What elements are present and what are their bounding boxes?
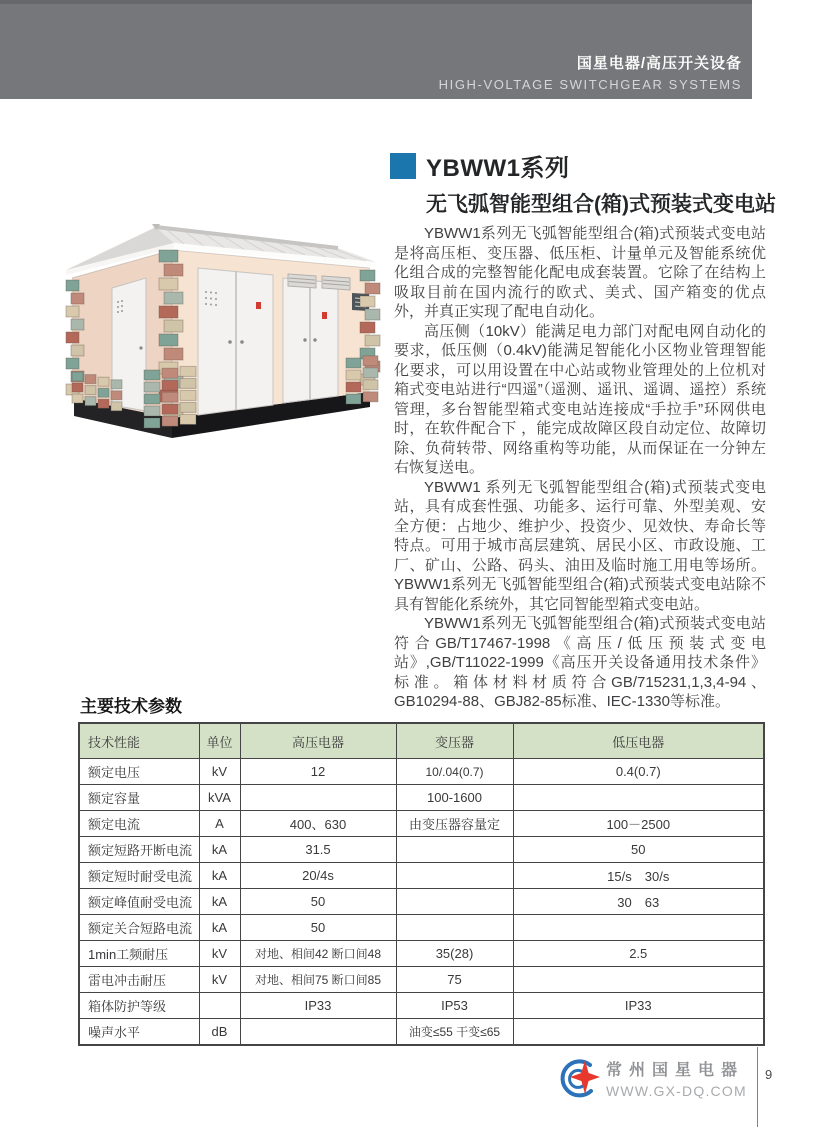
row-label: 额定电压 [79,759,199,785]
cell: 50 [513,837,764,863]
table-header-row [79,723,764,759]
intro-paragraph-4: YBWW1系列无飞弧智能型组合(箱)式预装式变电站符合GB/T17467-1998《高压/低压预装式变电站》,GB/T11022-1999《高压开关设备通用技术条件》标准。箱体材料材质符合GB/715231,1,3,4-94、GB10294-88、GBJ82-85标准、IEC-1330等标准。 [394,615,766,710]
cell: 31.5 [240,837,396,863]
row-label: 噪声水平 [79,1019,199,1046]
page-number: 9 [765,1067,773,1082]
cell: dB [199,1019,240,1046]
specs-table [78,722,765,1046]
cell: 30 63 [513,889,764,915]
cell: kA [199,863,240,889]
series-name: YBWW1系列 [426,155,570,182]
cell: kV [199,967,240,993]
cell: 50 [240,915,396,941]
cell: 75 [396,967,513,993]
series-marker-square [390,153,416,179]
row-label: 额定电流 [79,811,199,837]
cell [396,915,513,941]
column-header: 变压器 [396,723,513,759]
table-row [79,1019,764,1046]
substation-photo [60,220,382,462]
cell [396,889,513,915]
cell [240,1019,396,1046]
row-label: 箱体防护等级 [79,993,199,1019]
table-row [79,889,764,915]
substation-illustration [60,220,382,462]
table-row [79,811,764,837]
cell [396,837,513,863]
specs-heading: 主要技术参数 [80,697,182,716]
intro-paragraph-1: YBWW1系列无飞弧智能型组合(箱)式预装式变电站是将高压柜、变压器、低压柜、计量单元及智能系统优化组合成的完整智能化配电成套装置。它除了在结构上吸取目前在国内流行的欧式、美式、国产箱变的优点外，并真正实现了配电自动化。 [394,225,766,320]
intro-paragraph-3: YBWW1 系列无飞弧智能型组合(箱)式预装式变电站，具有成套性强、功能多、运行可靠、外型美观、安全方便：占地少、维护少、投资少、见效快、寿命长等特点。可用于城市高层建筑、居民小区、市政设施、工厂、矿山、公路、码头、油田及临时施工用电等场所。YBWW1系列无飞弧智能型组合(箱)式预装式变电站除不具有智能化系统外，其它同智能型箱式变电站。 [394,478,766,613]
cell: 油变≤55 干变≤65 [396,1019,513,1046]
table-row [79,915,764,941]
table-row [79,863,764,889]
cell [199,993,240,1019]
row-label: 1min工频耐压 [79,941,199,967]
cell: IP33 [513,993,764,1019]
company-website: WWW.GX-DQ.COM [606,1083,747,1099]
table-row [79,785,764,811]
cell [513,967,764,993]
cell: kV [199,941,240,967]
cell [396,863,513,889]
cell: 50 [240,889,396,915]
cell: IP33 [240,993,396,1019]
banner-title-cn: 国星电器/高压开关设备 [576,55,742,72]
cell [240,785,396,811]
cell: 35(28) [396,941,513,967]
cell: 0.4(0.7) [513,759,764,785]
column-header: 单位 [199,723,240,759]
cell: 15/s 30/s [513,863,764,889]
company-logo-icon [554,1054,602,1104]
cell: 对地、相间42 断口间48 [240,941,396,967]
cell [513,785,764,811]
cell: 100-1600 [396,785,513,811]
cell: kA [199,915,240,941]
row-label: 额定短路开断电流 [79,837,199,863]
cell: 100－2500 [513,811,764,837]
cell: kA [199,837,240,863]
cell: kV [199,759,240,785]
row-label: 额定关合短路电流 [79,915,199,941]
cell: 2.5 [513,941,764,967]
banner-text [439,52,742,92]
front-door-right [283,278,338,403]
cell [513,1019,764,1046]
cell: kVA [199,785,240,811]
page-banner [0,0,752,99]
cell: 由变压器容量定 [396,811,513,837]
company-name: 常州国星电器 [606,1062,745,1079]
series-description: 无飞弧智能型组合(箱)式预装式变电站 [426,193,776,216]
cell: IP53 [396,993,513,1019]
table-row [79,941,764,967]
front-door-left [198,268,273,415]
stone-trim-base-corner [144,366,196,428]
cell: 400、630 [240,811,396,837]
banner-title-en: HIGH-VOLTAGE SWITCHGEAR SYSTEMS [438,77,742,92]
column-header: 技术性能 [79,723,199,759]
cell: 对地、相间75 断口间85 [240,967,396,993]
column-header: 高压电器 [240,723,396,759]
table-row [79,993,764,1019]
row-label: 额定峰值耐受电流 [79,889,199,915]
table-row [79,759,764,785]
row-label: 额定容量 [79,785,199,811]
row-label: 雷电冲击耐压 [79,967,199,993]
cell: 12 [240,759,396,785]
cell [513,915,764,941]
cell: 10/.04(0.7) [396,759,513,785]
row-label: 额定短时耐受电流 [79,863,199,889]
footer-text [606,1057,756,1099]
column-header: 低压电器 [513,723,764,759]
intro-paragraph-2: 高压侧（10kV）能满足电力部门对配电网自动化的要求，低压侧（0.4kV)能满足智能化小区物业管理智能化要求，可以用设置在中心站或物业管理处的上位机对箱式变电站进行“四遥”（遥测、遥讯、遥调、遥控）系统管理，多台智能型箱式变电站连接成“手拉手”环网供电时，在软件配合下 ，能完成故障区段自动定位、故障切除、负荷转带、网络重构等功能，从而保证在一分钟左右恢复送电。 [394,322,766,476]
page-number-rule [757,1047,758,1127]
series-title-block [390,148,790,218]
table-row [79,967,764,993]
cell: 20/4s [240,863,396,889]
banner-accent-strip [0,0,752,4]
cell: A [199,811,240,837]
table-row [79,837,764,863]
cell: kA [199,889,240,915]
intro-text [394,224,766,712]
